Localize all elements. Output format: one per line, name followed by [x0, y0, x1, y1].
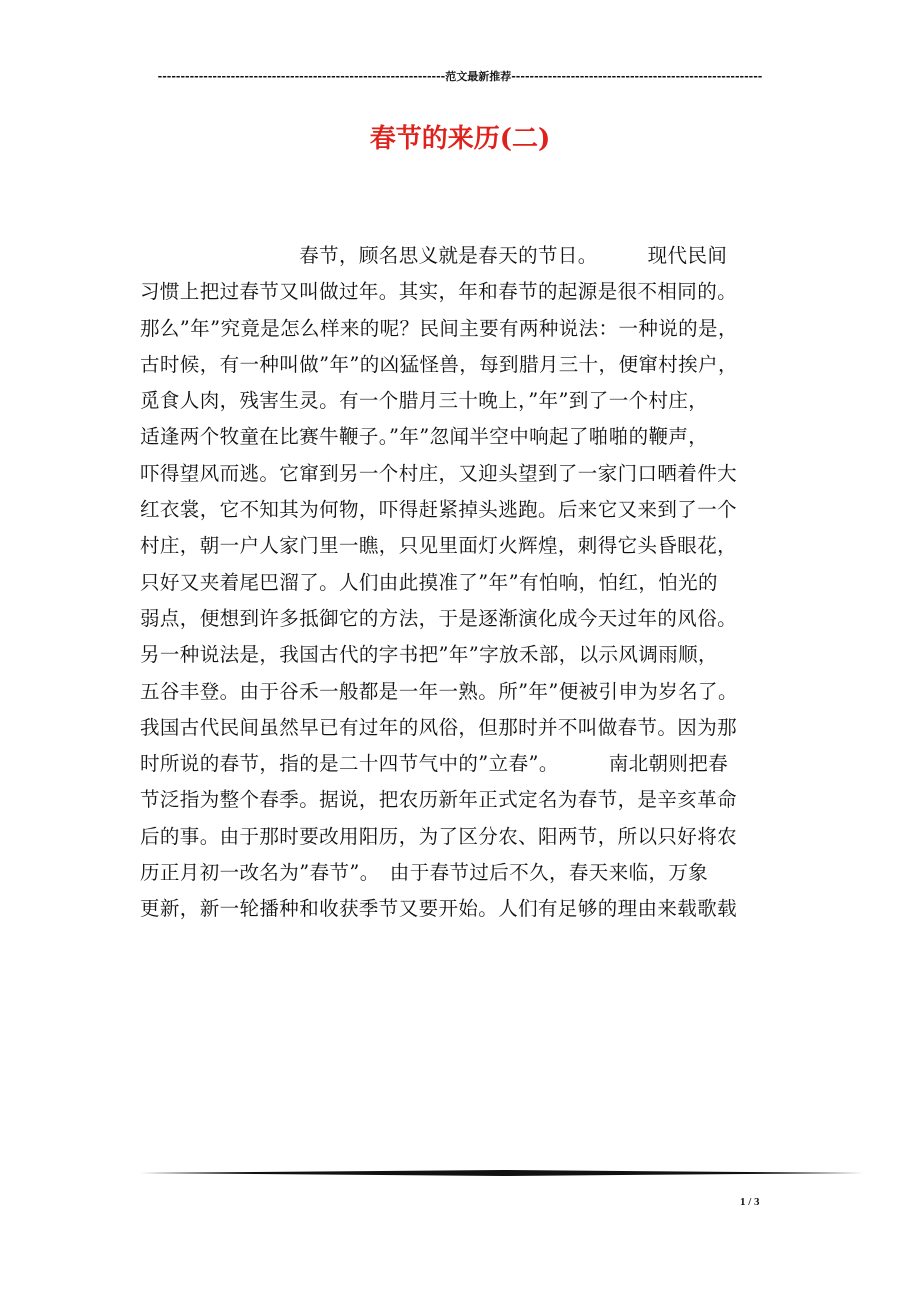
- body-line: 后的事。由于那时要改用阳历，为了区分农、阳两节，所以只好将农: [140, 824, 738, 848]
- body-text: [140, 238, 784, 928]
- body-line: 吓得望风而逃。它窜到另一个村庄，又迎头望到了一家门口晒着件大: [140, 461, 738, 485]
- body-line: 我国古代民间虽然早已有过年的风俗，但那时并不叫做春节。因为那: [140, 715, 738, 739]
- body-line: 那么”年”究竟是怎么样来的呢？民间主要有两种说法：一种说的是，: [140, 316, 738, 340]
- body-line: 春节，顾名思义就是春天的节日。 现代民间: [140, 244, 728, 267]
- body-line: 觅食人肉，残害生灵。有一个腊月三十晚上，”年”到了一个村庄，: [140, 389, 709, 413]
- body-line: 适逢两个牧童在比赛牛鞭子。”年”忽闻半空中响起了啪啪的鞭声，: [140, 425, 709, 449]
- body-line: 古时候，有一种叫做”年”的凶猛怪兽，每到腊月三十，便窜村挨户，: [140, 352, 738, 376]
- body-line: 村庄，朝一户人家门里一瞧，只见里面灯火辉煌，刺得它头昏眼花，: [140, 534, 738, 558]
- body-line: 只好又夹着尾巴溜了。人们由此摸准了”年”有怕响，怕红，怕光的: [140, 570, 718, 594]
- footer-rule: [140, 1170, 864, 1176]
- body-line: 节泛指为整个春季。据说，把农历新年正式定名为春节，是辛亥革命: [140, 788, 738, 812]
- body-line: 更新，新一轮播种和收获季节又要开始。人们有足够的理由来载歌载: [140, 897, 738, 921]
- body-line: 弱点，便想到许多抵御它的方法，于是逐渐演化成今天过年的风俗。: [140, 606, 738, 630]
- body-line: 另一种说法是，我国古代的字书把”年”字放禾部，以示风调雨顺，: [140, 643, 718, 667]
- body-line: 历正月初一改名为”春节”。 由于春节过后不久，春天来临，万象: [140, 861, 709, 885]
- body-line: 红衣裳，它不知其为何物，吓得赶紧掉头逃跑。后来它又来到了一个: [140, 498, 738, 522]
- body-line: 五谷丰登。由于谷禾一般都是一年一熟。所”年”便被引申为岁名了。: [140, 679, 738, 703]
- document-title: 春节的来历(二): [369, 124, 551, 154]
- page-number: 1 / 3: [740, 1196, 760, 1208]
- body-line: 时所说的春节，指的是二十四节气中的”立春”。 南北朝则把春: [140, 752, 729, 776]
- body-line: 习惯上把过春节又叫做过年。其实，年和春节的起源是很不相同的。: [140, 280, 738, 304]
- page-header: ---------------------------------------------------------------范文最新推荐-------------------------------------------------------: [157, 70, 763, 83]
